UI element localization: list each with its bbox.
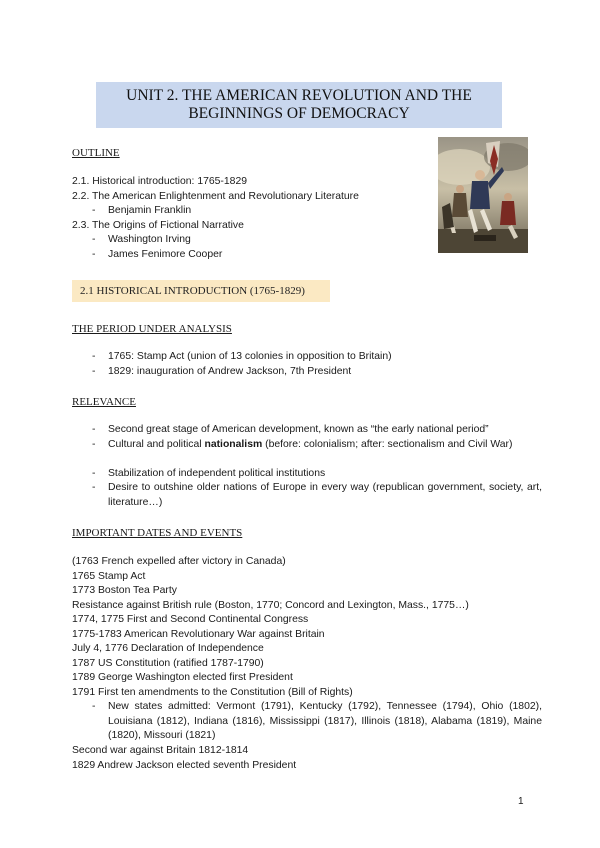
- outline-subitem-label: Benjamin Franklin: [108, 205, 192, 216]
- date-event-line: 1765 Stamp Act: [72, 570, 146, 582]
- date-event-line: 1774, 1775 First and Second Continental Congress: [72, 614, 309, 625]
- outline-item-2-3: 2.3. The Origins of Fictional Narrative: [72, 219, 244, 231]
- outline-subitem-label: James Fenimore Cooper: [108, 248, 223, 260]
- revolutionary-war-painting: [438, 137, 528, 253]
- date-event-line: 1789 George Washington elected first President: [72, 672, 293, 683]
- relevance-item-text: [108, 438, 542, 453]
- relevance-heading: RELEVANCE: [72, 396, 136, 408]
- list-dash: -: [92, 467, 96, 479]
- date-event-line: 1773 Boston Tea Party: [72, 585, 177, 596]
- period-heading: THE PERIOD UNDER ANALYSIS: [72, 323, 232, 335]
- section-title-box: [72, 280, 330, 302]
- date-event-line: Second war against Britain 1812-1814: [72, 745, 249, 756]
- list-dash: -: [92, 234, 96, 245]
- unit-title-line-2: BEGINNINGS OF DEMOCRACY: [188, 105, 410, 122]
- list-dash: -: [92, 365, 96, 377]
- relevance-item-text: Stabilization of independent political institutions: [108, 467, 326, 479]
- date-event-line: Resistance against British rule (Boston, 1770; Concord and Lexington, Mass., 1775…): [72, 599, 469, 611]
- list-dash: -: [92, 438, 96, 450]
- outline-subitem-label: Washington Irving: [108, 234, 191, 245]
- list-dash: -: [92, 482, 96, 493]
- list-dash: -: [92, 205, 96, 216]
- section-title: 2.1 HISTORICAL INTRODUCTION (1765-1829): [80, 285, 305, 297]
- relevance-item-text-post: (before: colonialism; after: sectionalism and Civil War): [262, 438, 513, 450]
- relevance-item-text: Second great stage of American development, known as “the early national period”: [108, 424, 489, 435]
- list-dash: -: [92, 424, 96, 435]
- period-item-text: 1765: Stamp Act (union of 13 colonies in opposition to Britain): [108, 351, 392, 362]
- list-dash: -: [92, 701, 96, 712]
- list-dash: -: [92, 351, 96, 362]
- list-dash: -: [92, 248, 96, 260]
- dates-heading: IMPORTANT DATES AND EVENTS: [72, 527, 243, 539]
- outline-heading: OUTLINE: [72, 147, 120, 159]
- date-event-line: (1763 French expelled after victory in Canada): [72, 556, 286, 567]
- unit-title-line-1: UNIT 2. THE AMERICAN REVOLUTION AND THE: [126, 87, 472, 104]
- relevance-item-text: Desire to outshine older nations of Europe in every way (republican government, society, art, literature…): [108, 482, 542, 508]
- date-event-line: 1829 Andrew Jackson elected seventh President: [72, 759, 297, 771]
- outline-item-2-2: 2.2. The American Enlightenment and Revolutionary Literature: [72, 190, 359, 202]
- page-number: 1: [518, 796, 524, 807]
- date-event-line: 1791 First ten amendments to the Constitution (Bill of Rights): [72, 686, 353, 698]
- new-states-text: New states admitted: Vermont (1791), Kentucky (1792), Tennessee (1794), Ohio (1802), Louisiana (1812), Indiana (1816), Mississippi (1817), Illinois (1818), Alabama (1819), Maine (1820), Missouri (1821): [108, 701, 542, 741]
- date-event-line: 1787 US Constitution (ratified 1787-1790): [72, 657, 264, 669]
- unit-title-banner: [96, 82, 502, 128]
- relevance-item-text-pre: Cultural and political: [108, 438, 205, 450]
- date-event-line: July 4, 1776 Declaration of Independence: [72, 643, 264, 654]
- nationalism-emphasis: nationalism: [204, 438, 263, 450]
- outline-item-2-1: 2.1. Historical introduction: 1765-1829: [72, 176, 248, 187]
- period-item-text: 1829: inauguration of Andrew Jackson, 7th President: [108, 365, 352, 377]
- date-event-line: 1775-1783 American Revolutionary War against Britain: [72, 628, 325, 640]
